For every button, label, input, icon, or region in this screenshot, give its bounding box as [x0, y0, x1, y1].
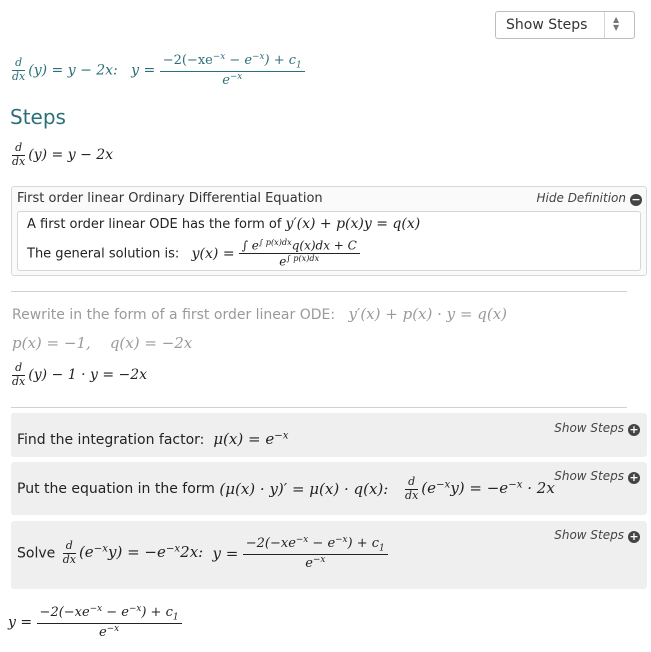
pq-line: p(x) = −1, q(x) = −2x: [12, 334, 193, 352]
final-answer: y = $\frac{-2(-xe^{-x} - e^{-x}) + c_1}{e^{-x}}$: [8, 604, 182, 641]
definition-form-line: A first order linear ODE has the form of y′(x) + p(x)y = q(x): [27, 216, 421, 232]
solve-step: Solve $\frac{d}{dx}$ $(e^{-x}y) = -e^{-x}2x$: y = $\frac{-2(-xe^{-x} - e^{-x}) + c_1}{e^{-x}}$ Show Steps +: [11, 521, 647, 589]
show-steps-button[interactable]: Show Steps +: [554, 421, 639, 436]
rewrite-line: Rewrite in the form of a first order linear ODE: y′(x) + p(x) · y = q(x): [12, 305, 507, 323]
show-steps-select[interactable]: [495, 11, 635, 39]
header-solution-fraction: $\frac{-2(-xe^{-x} - e^{-x}) + c_1}{e^{-x}}$: [160, 52, 305, 89]
derivative-operator: $\frac{d}{dx}$: [12, 56, 26, 83]
header-equation: $\frac{d}{dx}$ (y) = y − 2x: y = $\frac{-2(-xe^{-x} - e^{-x}) + c_1}{e^{-x}}$: [9, 52, 305, 89]
show-steps-select-label: Show Steps: [506, 17, 588, 33]
final-solution-fraction: $\frac{-2(-xe^{-x} - e^{-x}) + c_1}{e^{-x}}$: [37, 604, 182, 641]
select-divider: [604, 12, 605, 38]
plus-circle-icon: +: [629, 471, 639, 484]
definition-box: [11, 186, 647, 276]
hide-definition-button[interactable]: Hide Definition −: [536, 191, 641, 206]
show-steps-button[interactable]: Show Steps +: [554, 469, 639, 484]
definition-solution-line: The general solution is: y(x) = $\frac{\int e^{\int p(x)dx}q(x)dx + C}{e^{\int p(x)dx}}$: [27, 238, 360, 270]
definition-content: [17, 211, 641, 271]
minus-circle-icon: −: [631, 193, 641, 206]
plus-circle-icon: +: [629, 530, 639, 543]
definition-title: First order linear Ordinary Differential Equation: [17, 191, 323, 206]
steps-heading: Steps: [10, 105, 66, 129]
divider: [11, 291, 627, 292]
show-steps-button[interactable]: Show Steps +: [554, 528, 639, 543]
equation-form-step: Put the equation in the form (μ(x) · y)′ = μ(x) · q(x): $\frac{d}{dx}$ $(e^{-x}y) = -e^{-x} \cdot 2x$ Show Steps +: [11, 462, 647, 515]
step-ode-equation: $\frac{d}{dx}$ (y) = y − 2x: [12, 141, 114, 168]
select-arrows-icon: ▲ ▼: [613, 15, 620, 32]
plus-circle-icon: +: [629, 423, 639, 436]
linear-form-equation: $\frac{d}{dx}$ (y) − 1 · y = −2x: [12, 361, 148, 388]
integration-factor-step: Find the integration factor: $\mu(x) = e^{-x}$ Show Steps +: [11, 413, 647, 457]
divider: [11, 407, 627, 408]
general-solution-fraction: $\frac{\int e^{\int p(x)dx}q(x)dx + C}{e^{\int p(x)dx}}$: [239, 238, 360, 270]
solve-solution-fraction: $\frac{-2(-xe^{-x} - e^{-x}) + c_1}{e^{-x}}$: [243, 535, 388, 572]
